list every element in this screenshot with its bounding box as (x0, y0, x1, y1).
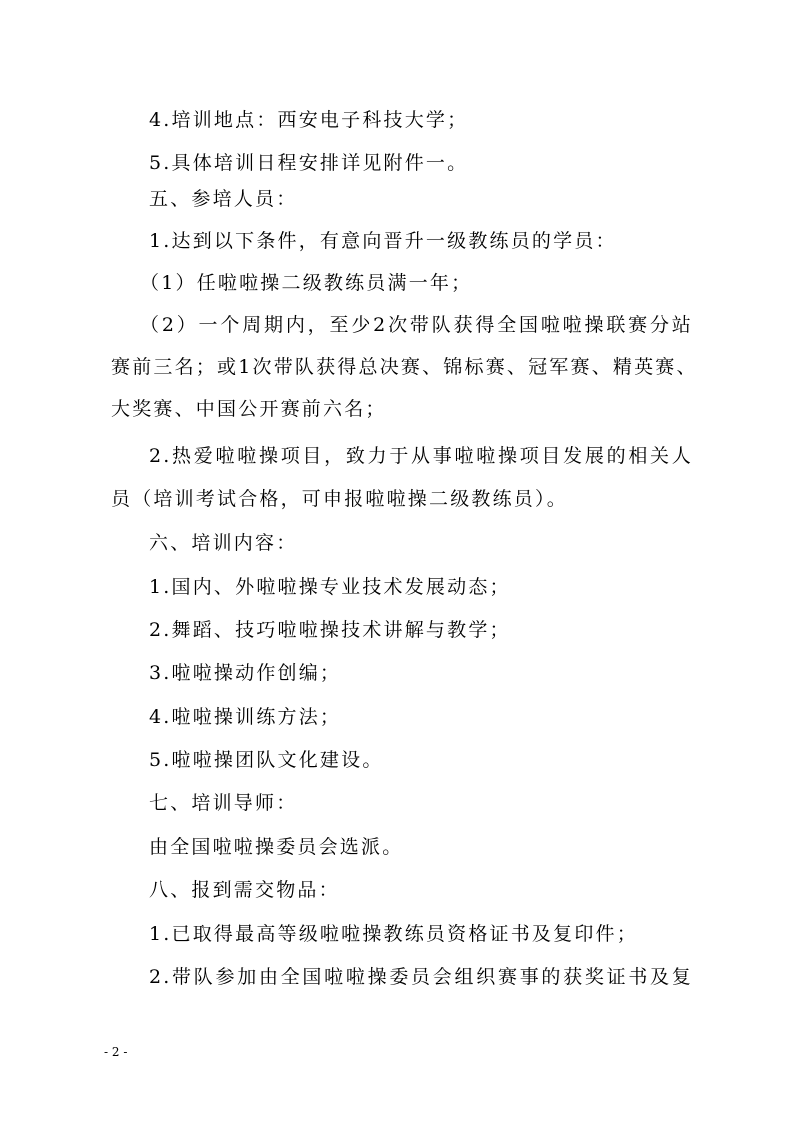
training-location-line: 4.培训地点：西安电子科技大学； (149, 109, 469, 131)
content-item-1: 1.国内、外啦啦操专业技术发展动态； (149, 576, 511, 598)
participant-condition-2: 2.热爱啦啦操项目，致力于从事啦啦操项目发展的相关人 (149, 445, 693, 467)
mentors-text: 由全国啦啦操委员会选派。 (149, 836, 404, 858)
section-heading-content: 六、培训内容： (149, 532, 298, 554)
content-item-4: 4.啦啦操训练方法； (149, 706, 342, 728)
section-heading-mentors: 七、培训导师： (149, 792, 298, 814)
content-item-2: 2.舞蹈、技巧啦啦操技术讲解与教学； (149, 619, 511, 641)
section-heading-participants: 五、参培人员： (149, 188, 298, 210)
content-item-5: 5.啦啦操团队文化建设。 (149, 749, 384, 771)
page-number: - 2 - (104, 1045, 128, 1059)
materials-item-1: 1.已取得最高等级啦啦操教练员资格证书及复印件； (149, 923, 638, 945)
content-item-3: 3.啦啦操动作创编； (149, 662, 342, 684)
participant-subcondition-1: （1）任啦啦操二级教练员满一年； (140, 272, 473, 294)
training-schedule-line: 5.具体培训日程安排详见附件一。 (149, 152, 469, 174)
section-heading-materials: 八、报到需交物品： (149, 879, 340, 901)
participant-condition-1: 1.达到以下条件，有意向晋升一级教练员的学员： (149, 230, 617, 252)
participant-subcondition-2-cont: 赛前三名；或1次带队获得总决赛、锦标赛、冠军赛、精英赛、 (111, 356, 698, 378)
participant-condition-2-cont: 员（培训考试合格，可申报啦啦操二级教练员）。 (111, 488, 568, 510)
materials-item-2: 2.带队参加由全国啦啦操委员会组织赛事的获奖证书及复 (149, 966, 693, 988)
participant-subcondition-2-end: 大奖赛、中国公开赛前六名； (111, 398, 387, 420)
participant-subcondition-2: （2）一个周期内，至少2次带队获得全国啦啦操联赛分站 (140, 314, 693, 336)
